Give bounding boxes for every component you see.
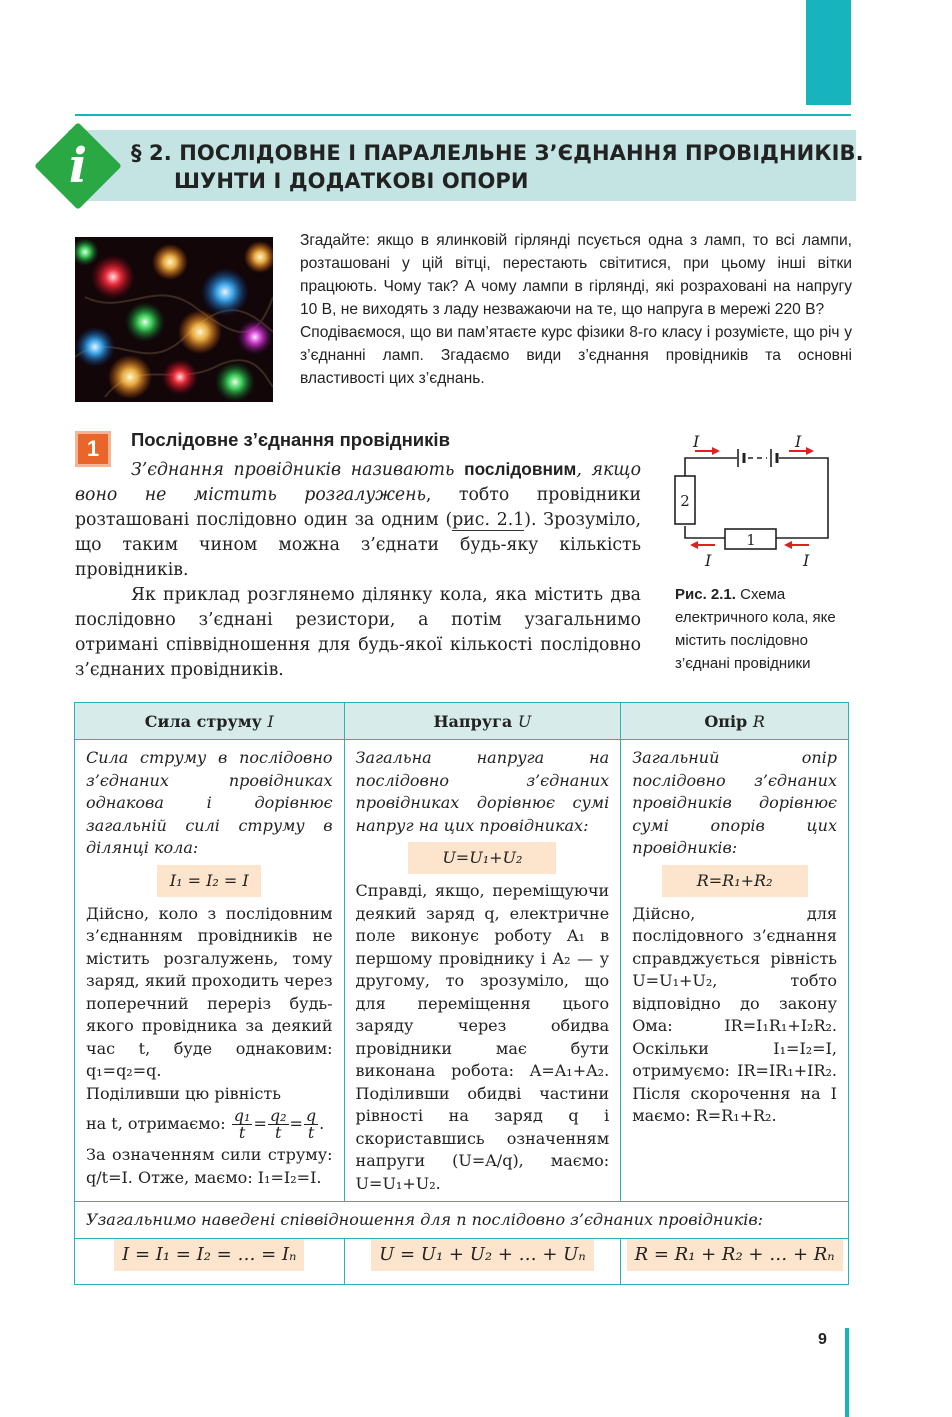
header-resistance-label: Опір: [704, 711, 753, 731]
final-resistance-cell: [621, 1239, 849, 1285]
header-resistance: [621, 703, 849, 740]
body-paragraph-1: [75, 457, 641, 583]
final-voltage-formula: U = U₁ + U₂ + … + Uₙ: [371, 1239, 594, 1271]
current-fraction-line: [86, 1108, 333, 1141]
fraction-denominator: t: [307, 1123, 315, 1142]
voltage-statement: Загальна напруга на послідовно з’єднаних провідниках дорівнює сумі напруг на цих провідниках:: [355, 748, 610, 835]
section-number-badge: 1: [75, 431, 111, 467]
voltage-formula: U=U₁+U₂: [408, 842, 556, 874]
intro-text: [300, 229, 852, 390]
fraction-denominator: t: [238, 1123, 246, 1142]
cell-current: [75, 740, 345, 1202]
header-voltage-symbol: U: [517, 711, 532, 731]
current-formula: I₁ = I₂ = I: [157, 865, 261, 897]
fraction-numerator: q: [305, 1106, 317, 1125]
voltage-proof: Справді, якщо, переміщуючи деякий заряд q, електричне поле виконує роботу A₁ в першому провіднику і A₂ — у другому, то зрозуміло, що для переміщення цього заряду через обидва провідники має бути виконана робота: A=A₁+A₂. Поділивши обидві частини рівності на заряд q і скориставшись означенням напруги (U=A/q), маємо: U=U₁+U₂.: [355, 881, 610, 1193]
definition-part-1: З’єднання провідників називають: [131, 460, 465, 480]
cell-resistance: [621, 740, 849, 1202]
current-proof: Дійсно, коло з послідовним з’єднанням провідників не містить розгалужень, тому заряд, який проходить через поперечний переріз будь-якого провідника за деякий час t, буде однаковим: q₁=q₂=q.: [86, 903, 333, 1080]
section-body: [75, 457, 641, 683]
title-line-2: ШУНТИ І ДОДАТКОВІ ОПОРИ: [174, 169, 529, 193]
top-divider: [75, 114, 851, 116]
table-summary-row: [75, 1202, 849, 1239]
title-line-1: § 2. ПОСЛІДОВНЕ І ПАРАЛЕЛЬНЕ З’ЄДНАННЯ ПРОВІДНИКІВ.: [131, 141, 864, 165]
current-divide-text: на t, отримаємо:: [86, 1114, 231, 1133]
current-label-top-right: I: [795, 432, 802, 451]
current-statement: Сила струму в послідовно з’єднаних провідниках однакова і дорівнює загальній силі струму в ділянці кола:: [86, 748, 333, 857]
header-resistance-symbol: R: [752, 711, 765, 731]
final-current-cell: [75, 1239, 345, 1285]
figure-reference-link[interactable]: рис. 2.1: [452, 510, 525, 530]
intro-paragraph-1: Згадайте: якщо в ялинковій гірлянді псується одна з ламп, то всі лампи, розташовані у цій вітці, перестають світитися, при цьому інші вітки працюють. Чому так? А чому лампи в гірлянді, які розраховані на напругу 10 В, не виходять з ладу незважаючи на те, що напруга в мережі 220 В?: [300, 232, 852, 318]
fraction-numerator: q₁: [233, 1106, 251, 1125]
definition-term: послідовним: [464, 459, 577, 479]
fraction-q1-t: [232, 1108, 253, 1141]
page-number: 9: [818, 1331, 827, 1348]
page-title: [131, 139, 864, 195]
body-paragraph-2: Як приклад розглянемо ділянку кола, яка містить два послідовно з’єднані резистори, а потім узагальнимо отримані співвідношення для будь-якої кількості послідовно з’єднаних провідників.: [75, 585, 641, 680]
final-current-formula: I = I₁ = I₂ = … = Iₙ: [114, 1239, 304, 1271]
caption-label: Рис. 2.1.: [675, 586, 736, 603]
cell-voltage: [344, 740, 621, 1202]
table-final-row: [75, 1239, 849, 1285]
resistance-formula: R=R₁+R₂: [662, 865, 808, 897]
fraction-numerator: q₂: [269, 1106, 287, 1125]
page-corner-tab: [806, 0, 851, 105]
section-heading: Послідовне з’єднання провідників: [131, 429, 450, 450]
resistance-proof: Дійсно, для послідовного з’єднання справджується рівність U=U₁+U₂, тобто відповідно до закону Ома: IR=I₁R₁+I₂R₂. Оскільки I₁=I₂=I, отримуємо: IR=IR₁+IR₂. Після скорочення на I маємо: R=R₁+R₂.: [632, 903, 837, 1125]
fraction-end: .: [319, 1114, 325, 1133]
current-divide-intro: Поділивши цю рівність: [86, 1083, 281, 1103]
current-label-bottom-right: I: [803, 551, 810, 570]
fraction-denominator: t: [274, 1123, 282, 1142]
header-voltage: [344, 703, 621, 740]
figure-caption: [675, 583, 855, 675]
header-current-symbol: I: [267, 711, 274, 731]
final-voltage-cell: [344, 1239, 621, 1285]
circuit-diagram: [665, 428, 837, 576]
header-current-label: Сила струму: [144, 711, 268, 731]
table-header-row: [75, 703, 849, 740]
equals-sign: =: [253, 1114, 267, 1133]
body-text-2: ). Зрозуміло, що таким чином можна з’єднати будь-яку кількість провідників.: [75, 510, 641, 580]
series-connection-table: [74, 702, 849, 1285]
caption-text: Схема електричного кола, яке містить послідовно з’єднані провідники: [675, 586, 836, 672]
info-i-icon: i: [68, 138, 88, 194]
definition-part-2: , якщо воно не містить розгалужень: [75, 460, 642, 505]
page-side-bar: [845, 1328, 849, 1417]
final-resistance-formula: R = R₁ + R₂ + … + Rₙ: [627, 1239, 843, 1271]
fraction-q-t: [304, 1108, 318, 1141]
resistor-2-label: 2: [680, 492, 690, 510]
current-conclusion: За означенням сили струму: q/t=I. Отже, маємо: I₁=I₂=I.: [86, 1145, 333, 1187]
summary-text: Узагальнимо наведені співвідношення для n послідовно з’єднаних провідників:: [75, 1202, 849, 1239]
header-voltage-label: Напруга: [433, 711, 518, 731]
equals-sign: =: [289, 1114, 303, 1133]
body-text-1: , тобто провідники розташовані послідовно один за одним (: [75, 485, 641, 530]
table-content-row: [75, 740, 849, 1202]
resistance-statement: Загальний опір послідовно з’єднаних провідників дорівнює сумі опорів цих провідників:: [632, 748, 837, 857]
garland-photo: [75, 237, 273, 402]
fraction-q2-t: [268, 1108, 289, 1141]
header-current: [75, 703, 345, 740]
current-label-top-left: I: [693, 432, 700, 451]
intro-paragraph-2: Сподіваємося, що ви пам’ятаєте курс фізики 8-го класу і розумієте, що річ у з’єднанні ламп. Згадаємо види з’єднання провідників та основні властивості цих з’єднань.: [300, 324, 852, 387]
current-label-bottom-left: I: [705, 551, 712, 570]
resistor-1-label: 1: [746, 531, 756, 549]
